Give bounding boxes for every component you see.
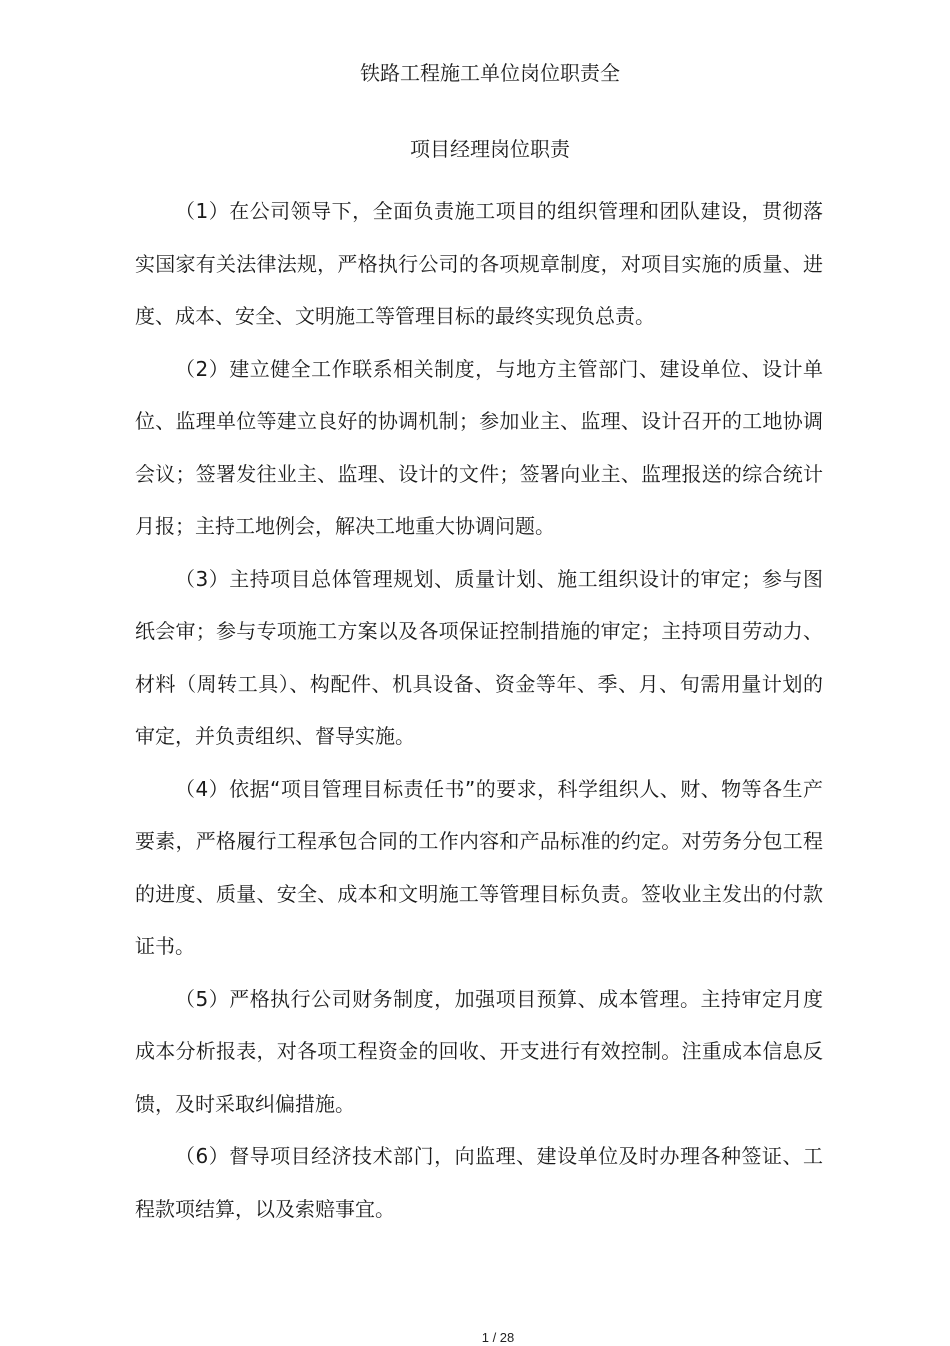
page-number: 1 / 28 [481,1330,515,1345]
document-body [135,185,823,1235]
section-title: 项目经理岗位职责 [410,137,570,161]
paragraph-6: （6）督导项目经济技术部门，向监理、建设单位及时办理各种签证、工程款项结算，以及索赔事宜。 [135,1144,823,1221]
paragraph-3: （3）主持项目总体管理规划、质量计划、施工组织设计的审定；参与图纸会审；参与专项施工方案以及各项保证控制措施的审定；主持项目劳动力、材料（周转工具）、构配件、机具设备、资金等年、季、月、旬需用量计划的审定，并负责组织、督导实施。 [135,566,823,748]
paragraph-1: （1）在公司领导下，全面负责施工项目的组织管理和团队建设，贯彻落实国家有关法律法规，严格执行公司的各项规章制度，对项目实施的质量、进度、成本、安全、文明施工等管理目标的最终实现负总责。 [135,199,823,328]
paragraph-2: （2）建立健全工作联系相关制度，与地方主管部门、建设单位、设计单位、监理单位等建立良好的协调机制；参加业主、监理、设计召开的工地协调会议；签署发往业主、监理、设计的文件；签署向业主、监理报送的综合统计月报；主持工地例会，解决工地重大协调问题。 [135,356,823,538]
document-title: 铁路工程施工单位岗位职责全 [360,61,620,85]
paragraph-4: （4）依据“项目管理目标责任书”的要求，科学组织人、财、物等各生产要素，严格履行工程承包合同的工作内容和产品标准的约定。对劳务分包工程的进度、质量、安全、成本和文明施工等管理目标负责。签收业主发出的付款证书。 [135,776,823,958]
paragraph-5: （5）严格执行公司财务制度，加强项目预算、成本管理。主持审定月度成本分析报表，对各项工程资金的回收、开支进行有效控制。注重成本信息反馈，及时采取纠偏措施。 [135,986,823,1116]
